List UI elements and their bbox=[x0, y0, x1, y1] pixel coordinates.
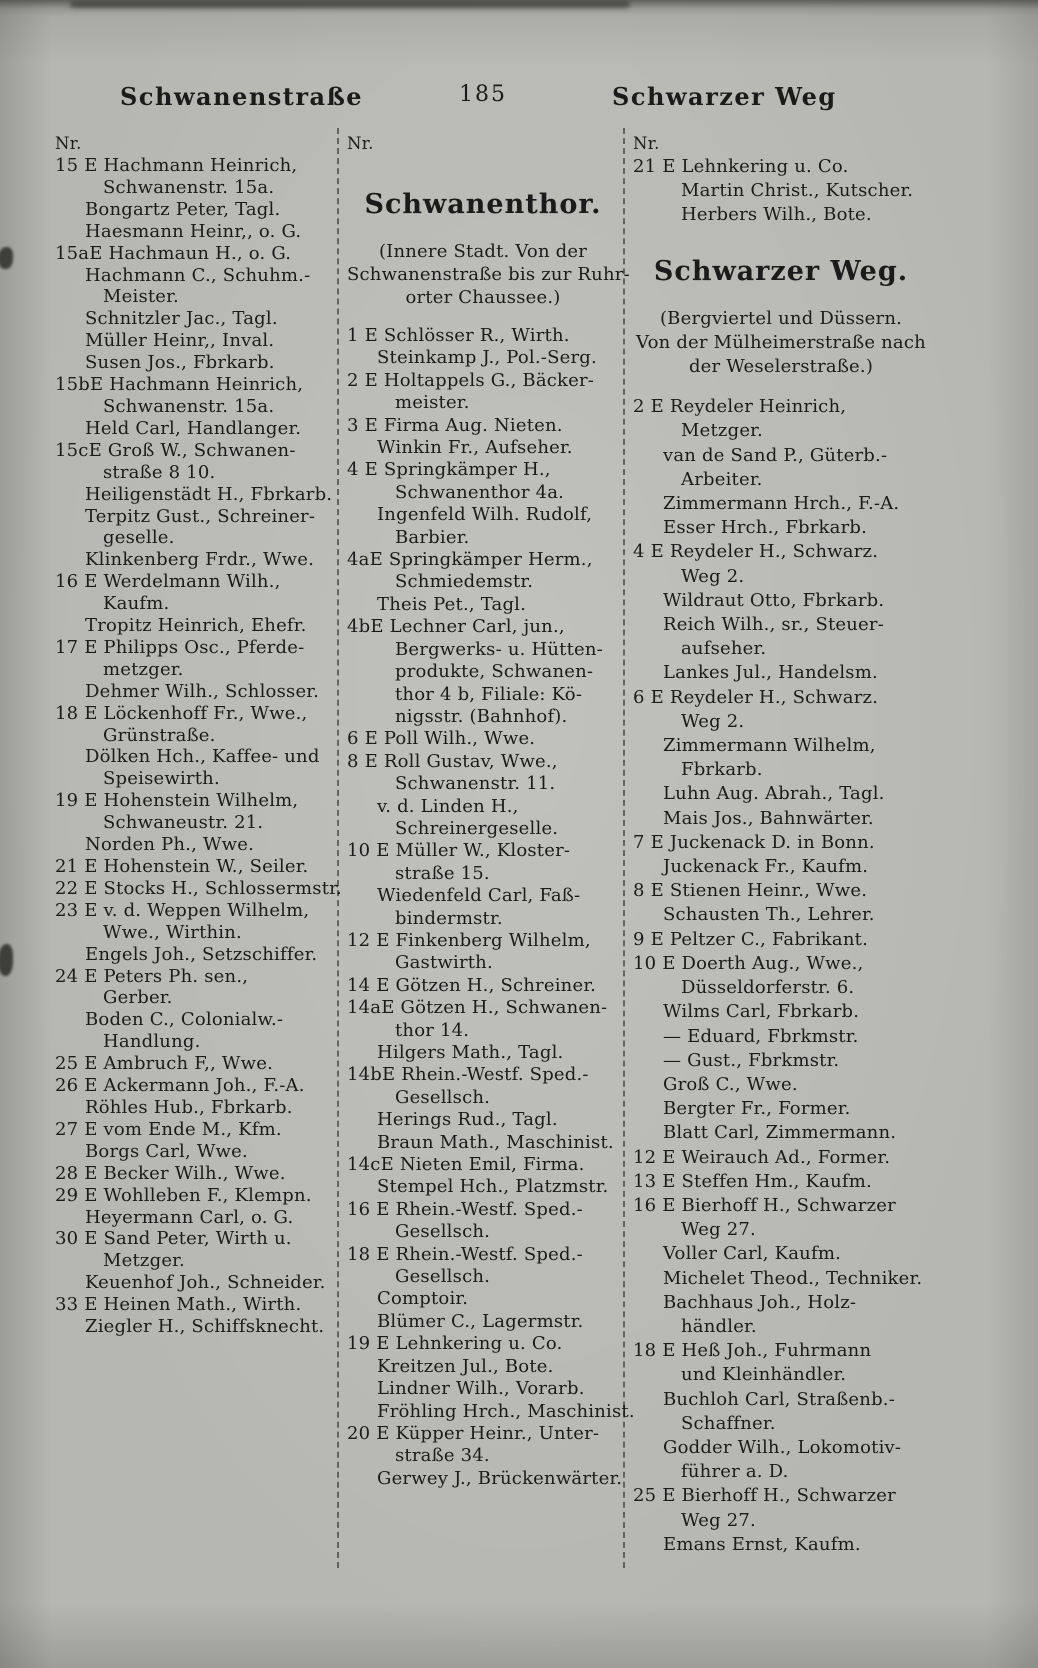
scan-edge-mark bbox=[0, 247, 13, 269]
directory-line: Weg 2. bbox=[681, 565, 745, 587]
column-divider-left bbox=[337, 128, 339, 1568]
directory-line: Engels Joh., Setzschiffer. bbox=[85, 943, 318, 965]
directory-line: metzger. bbox=[103, 658, 184, 680]
directory-line: Borgs Carl, Wwe. bbox=[85, 1140, 248, 1162]
directory-line: Schnitzler Jac., Tagl. bbox=[85, 308, 278, 330]
district-note bbox=[633, 307, 929, 380]
directory-line: Metzger. bbox=[681, 420, 763, 442]
directory-line: Juckenack Fr., Kaufm. bbox=[663, 856, 869, 878]
directory-line: Weg 27. bbox=[681, 1219, 756, 1241]
directory-line: Comptoir. bbox=[377, 1288, 469, 1310]
directory-line: Meister. bbox=[103, 286, 179, 308]
directory-line: Schwanenthor 4a. bbox=[395, 481, 565, 503]
directory-line: Gesellsch. bbox=[395, 1221, 491, 1243]
directory-line: 24 E Peters Ph. sen., bbox=[55, 965, 249, 987]
directory-line: Gesellsch. bbox=[395, 1266, 491, 1288]
directory-line: bindermstr. bbox=[395, 907, 503, 929]
directory-line: Tropitz Heinrich, Ehefr. bbox=[85, 615, 307, 637]
directory-line: 18 E Löckenhoff Fr., Wwe., bbox=[55, 702, 308, 724]
directory-line: Fröhling Hrch., Maschinist. bbox=[377, 1400, 635, 1422]
directory-line: 4 E Springkämper H., bbox=[347, 459, 551, 481]
directory-line: 27 E vom Ende M., Kfm. bbox=[55, 1118, 282, 1140]
nr-column-label: Nr. bbox=[633, 134, 660, 153]
directory-line: straße 15. bbox=[395, 862, 490, 884]
directory-line: van de Sand P., Güterb.- bbox=[663, 444, 888, 466]
directory-line: Zimmermann Wilhelm, bbox=[663, 735, 876, 757]
directory-line: 12 E Finkenberg Wilhelm, bbox=[347, 929, 591, 951]
directory-line: Klinkenberg Frdr., Wwe. bbox=[85, 549, 315, 571]
directory-line: 22 E Stocks H., Schlossermstr. bbox=[55, 877, 342, 899]
directory-line: Held Carl, Handlanger. bbox=[85, 417, 302, 439]
directory-line: 2 E Reydeler Heinrich, bbox=[633, 396, 847, 418]
directory-line: 20 E Küpper Heinr., Unter- bbox=[347, 1422, 600, 1444]
directory-line: Voller Carl, Kaufm. bbox=[663, 1243, 842, 1265]
directory-line: 4 E Reydeler H., Schwarz. bbox=[633, 541, 879, 563]
directory-line: 21 E Hohenstein W., Seiler. bbox=[55, 856, 309, 877]
directory-line: thor 4 b, Filiale: Kö- bbox=[395, 683, 583, 705]
directory-line: Arbeiter. bbox=[681, 468, 763, 490]
directory-line: 10 E Doerth Aug., Wwe., bbox=[633, 952, 864, 974]
directory-line: 19 E Lehnkering u. Co. bbox=[347, 1333, 563, 1355]
column-divider-right bbox=[623, 128, 625, 1568]
directory-line: Heyermann Carl, o. G. bbox=[85, 1206, 294, 1228]
directory-line: Grünstraße. bbox=[103, 724, 216, 746]
directory-line: Gastwirth. bbox=[395, 952, 493, 974]
directory-line: Norden Ph., Wwe. bbox=[85, 834, 255, 856]
directory-line: Ingenfeld Wilh. Rudolf, bbox=[377, 504, 593, 526]
district-note bbox=[347, 240, 630, 309]
directory-line: Theis Pet., Tagl. bbox=[377, 593, 527, 615]
directory-line: Susen Jos., Fbrkarb. bbox=[85, 352, 275, 374]
directory-line: Handlung. bbox=[103, 1031, 201, 1053]
directory-line: Wilms Carl, Fbrkarb. bbox=[663, 1001, 860, 1023]
directory-line: Gesellsch. bbox=[395, 1086, 491, 1108]
directory-line: produkte, Schwanen- bbox=[395, 661, 594, 683]
scan-artifact-streak bbox=[70, 1, 630, 8]
scan-edge-mark bbox=[0, 944, 13, 976]
street-section-heading: Schwanenthor. bbox=[364, 189, 602, 220]
directory-line: Speisewirth. bbox=[103, 768, 220, 790]
directory-line: straße 8 10. bbox=[103, 461, 216, 483]
directory-line: Barbier. bbox=[395, 526, 470, 548]
directory-line: Hachmann C., Schuhm.- bbox=[85, 264, 311, 286]
directory-line: Wildraut Otto, Fbrkarb. bbox=[663, 589, 885, 611]
running-head-left-street: Schwanenstraße bbox=[120, 82, 364, 111]
directory-line: v. d. Linden H., bbox=[377, 795, 519, 817]
directory-line: Martin Christ., Kutscher. bbox=[681, 180, 914, 202]
directory-line: thor 14. bbox=[395, 1019, 470, 1041]
district-note-line: der Weselerstraße.) bbox=[688, 356, 874, 378]
column-right bbox=[633, 133, 929, 1557]
running-head-right-street: Schwarzer Weg bbox=[612, 82, 837, 111]
directory-line: — Eduard, Fbrkmstr. bbox=[663, 1025, 859, 1047]
directory-line: 15cE Groß W., Schwanen- bbox=[55, 439, 296, 461]
directory-line: händler. bbox=[681, 1315, 757, 1337]
directory-line: 10 E Müller W., Kloster- bbox=[347, 840, 571, 862]
directory-line: — Gust., Fbrkmstr. bbox=[663, 1049, 840, 1071]
directory-line: Buchloh Carl, Straßenb.- bbox=[663, 1388, 896, 1410]
directory-line: 28 E Becker Wilh., Wwe. bbox=[55, 1162, 286, 1184]
directory-line: Wwe., Wirthin. bbox=[103, 921, 242, 943]
directory-line: Blümer C., Lagermstr. bbox=[377, 1310, 584, 1332]
directory-line: Luhn Aug. Abrah., Tagl. bbox=[663, 783, 885, 805]
directory-line: 14 E Götzen H., Schreiner. bbox=[347, 974, 597, 996]
directory-line: 15bE Hachmann Heinrich, bbox=[55, 374, 304, 396]
directory-line: 9 E Peltzer C., Fabrikant. bbox=[633, 928, 869, 950]
directory-line: Schausten Th., Lehrer. bbox=[663, 904, 875, 926]
directory-line: 14aE Götzen H., Schwanen- bbox=[347, 997, 608, 1019]
directory-line: Kreitzen Jul., Bote. bbox=[377, 1355, 554, 1377]
directory-line: 23 E v. d. Weppen Wilhelm, bbox=[55, 899, 310, 921]
directory-line: Röhles Hub., Fbrkarb. bbox=[85, 1096, 293, 1118]
directory-line: 33 E Heinen Math., Wirth. bbox=[55, 1294, 302, 1316]
directory-line: Schaffner. bbox=[681, 1412, 776, 1434]
directory-line: 26 E Ackermann Joh., F.-A. bbox=[55, 1075, 305, 1097]
directory-line: Lindner Wilh., Vorarb. bbox=[377, 1378, 585, 1400]
directory-line: Gerber. bbox=[103, 987, 173, 1009]
directory-line: Haesmann Heinr,, o. G. bbox=[85, 220, 302, 242]
directory-line: Bongartz Peter, Tagl. bbox=[85, 198, 281, 220]
directory-line: Zimmermann Hrch., F.-A. bbox=[663, 493, 900, 515]
directory-line: und Kleinhändler. bbox=[681, 1364, 847, 1386]
directory-line: 8 E Roll Gustav, Wwe., bbox=[347, 750, 558, 772]
directory-line: 6 E Poll Wilh., Wwe. bbox=[347, 728, 536, 750]
directory-line: nigsstr. (Bahnhof). bbox=[395, 705, 568, 727]
directory-line: 3 E Firma Aug. Nieten. bbox=[347, 414, 563, 436]
directory-line: Düsseldorferstr. 6. bbox=[681, 977, 855, 999]
directory-line: Weg 2. bbox=[681, 710, 745, 732]
directory-line: 21 E Lehnkering u. Co. bbox=[633, 156, 849, 177]
directory-line: 15aE Hachmaun H., o. G. bbox=[55, 242, 292, 264]
directory-line: 19 E Hohenstein Wilhelm, bbox=[55, 790, 299, 812]
directory-line: 17 E Philipps Osc., Pferde- bbox=[55, 636, 305, 658]
directory-line: Emans Ernst, Kaufm. bbox=[663, 1533, 861, 1555]
directory-line: Gerwey J., Brückenwärter. bbox=[377, 1467, 623, 1489]
directory-line: Keuenhof Joh., Schneider. bbox=[85, 1272, 326, 1294]
directory-line: Schwanenstr. 11. bbox=[395, 773, 556, 795]
directory-line: 1 E Schlösser R., Wirth. bbox=[347, 325, 570, 346]
directory-line: 4bE Lechner Carl, jun., bbox=[347, 616, 565, 638]
directory-line: Herings Rud., Tagl. bbox=[377, 1109, 558, 1131]
district-note-line: orter Chaussee.) bbox=[405, 287, 561, 308]
directory-line: 4aE Springkämper Herm., bbox=[347, 549, 593, 571]
directory-line: Kaufm. bbox=[103, 593, 170, 615]
directory-line: 18 E Heß Joh., Fuhrmann bbox=[633, 1340, 872, 1362]
directory-line: 2 E Holtappels G., Bäcker- bbox=[347, 369, 595, 391]
directory-line: 15 E Hachmann Heinrich, bbox=[55, 155, 298, 176]
directory-line: straße 34. bbox=[395, 1445, 490, 1467]
directory-line: Dölken Hch., Kaffee- und bbox=[85, 746, 320, 768]
directory-line: Braun Math., Maschinist. bbox=[377, 1131, 614, 1153]
directory-line: Wiedenfeld Carl, Faß- bbox=[377, 885, 581, 907]
directory-line: 14cE Nieten Emil, Firma. bbox=[347, 1154, 585, 1176]
directory-line: meister. bbox=[395, 392, 470, 414]
directory-line: Schmiedemstr. bbox=[395, 571, 534, 593]
directory-line: Blatt Carl, Zimmermann. bbox=[663, 1122, 897, 1144]
district-note-line: (Bergviertel und Düssern. bbox=[659, 307, 903, 329]
directory-line: 13 E Steffen Hm., Kaufm. bbox=[633, 1170, 872, 1192]
directory-line: Dehmer Wilh., Schlosser. bbox=[85, 680, 320, 702]
directory-line: 29 E Wohlleben F., Klempn. bbox=[55, 1184, 312, 1206]
directory-line: Müller Heinr,, Inval. bbox=[85, 330, 275, 352]
nr-column-label: Nr. bbox=[55, 134, 82, 153]
directory-line: Esser Hrch., Fbrkarb. bbox=[663, 517, 868, 539]
directory-line: 12 E Weirauch Ad., Former. bbox=[633, 1146, 891, 1168]
directory-line: 16 E Bierhoff H., Schwarzer bbox=[633, 1194, 896, 1216]
directory-line: Michelet Theod., Techniker. bbox=[663, 1267, 923, 1289]
directory-line: Winkin Fr., Aufseher. bbox=[377, 437, 573, 459]
directory-line: Schwanenstr. 15a. bbox=[103, 176, 275, 198]
directory-line: 25 E Bierhoff H., Schwarzer bbox=[633, 1485, 896, 1507]
directory-line: 30 E Sand Peter, Wirth u. bbox=[55, 1228, 292, 1250]
directory-line: 18 E Rhein.-Westf. Sped.- bbox=[347, 1243, 583, 1265]
directory-line: 7 E Juckenack D. in Bonn. bbox=[633, 831, 875, 853]
directory-line: Heiligenstädt H., Fbrkarb. bbox=[85, 483, 333, 505]
directory-line: Hilgers Math., Tagl. bbox=[377, 1042, 564, 1063]
directory-line: Stempel Hch., Platzmstr. bbox=[377, 1176, 609, 1198]
directory-line: Groß C., Wwe. bbox=[663, 1073, 798, 1095]
directory-line: Schwaneustr. 21. bbox=[103, 812, 264, 834]
directory-line: Schreinergeselle. bbox=[395, 817, 559, 839]
directory-line: Weg 27. bbox=[681, 1509, 756, 1531]
directory-line: Steinkamp J., Pol.-Serg. bbox=[377, 347, 597, 369]
directory-line: Reich Wilh., sr., Steuer- bbox=[663, 614, 884, 636]
directory-line: Bachhaus Joh., Holz- bbox=[663, 1291, 857, 1313]
directory-line: 16 E Werdelmann Wilh., bbox=[55, 571, 281, 593]
directory-line: 14bE Rhein.-Westf. Sped.- bbox=[347, 1064, 589, 1086]
directory-line: Bergter Fr., Former. bbox=[663, 1098, 851, 1120]
district-note-line: (Innere Stadt. Von der bbox=[378, 241, 588, 262]
district-note-line: Von der Mülheimerstraße nach bbox=[636, 331, 926, 353]
directory-line: Bergwerks- u. Hütten- bbox=[395, 638, 603, 660]
directory-line: Godder Wilh., Lokomotiv- bbox=[663, 1436, 902, 1458]
directory-line: Fbrkarb. bbox=[681, 759, 763, 781]
directory-line: 25 E Ambruch F,, Wwe. bbox=[55, 1053, 274, 1075]
directory-line: 16 E Rhein.-Westf. Sped.- bbox=[347, 1198, 583, 1220]
directory-line: Terpitz Gust., Schreiner- bbox=[85, 505, 316, 527]
directory-line: führer a. D. bbox=[681, 1461, 789, 1483]
directory-line: 8 E Stienen Heinr., Wwe. bbox=[633, 880, 868, 902]
district-note-line: Schwanenstraße bis zur Ruhr- bbox=[347, 264, 630, 285]
directory-line: aufseher. bbox=[681, 638, 767, 660]
directory-line: Mais Jos., Bahnwärter. bbox=[663, 807, 874, 829]
directory-line: Metzger. bbox=[103, 1250, 185, 1272]
column-left bbox=[55, 133, 342, 1338]
directory-line: Ziegler H., Schiffsknecht. bbox=[85, 1316, 325, 1338]
directory-line: Lankes Jul., Handelsm. bbox=[663, 662, 878, 684]
directory-line: Boden C., Colonialw.- bbox=[85, 1009, 284, 1031]
directory-line: Schwanenstr. 15a. bbox=[103, 395, 275, 417]
column-middle bbox=[347, 133, 635, 1490]
directory-line: 6 E Reydeler H., Schwarz. bbox=[633, 686, 879, 708]
street-section-heading: Schwarzer Weg. bbox=[653, 255, 909, 287]
running-head bbox=[0, 82, 1038, 116]
directory-line: Herbers Wilh., Bote. bbox=[681, 204, 872, 226]
page-number: 185 bbox=[459, 82, 507, 107]
directory-line: geselle. bbox=[103, 527, 175, 549]
nr-column-label: Nr. bbox=[347, 134, 374, 153]
